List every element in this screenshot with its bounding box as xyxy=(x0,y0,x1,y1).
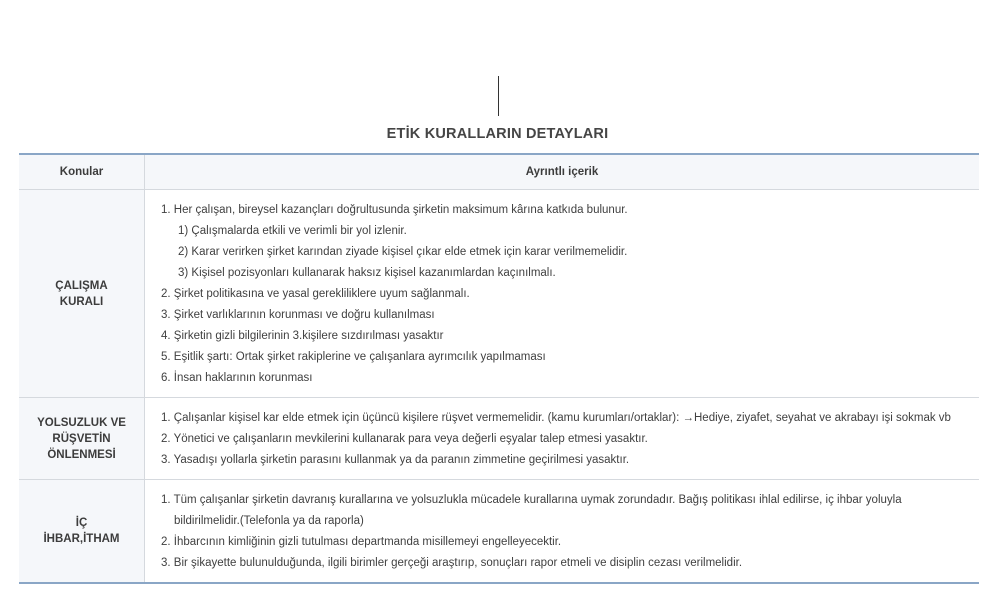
rule-item: 4. Şirketin gizli bilgilerinin 3.kişilere sızdırılması yasaktır xyxy=(161,330,444,342)
topic-label-line: İHBAR,İTHAM xyxy=(43,533,120,545)
topic-cell xyxy=(19,190,145,398)
rule-item: 5. Eşitlik şartı: Ortak şirket rakiplerine ve çalışanlara ayrımcılık yapılmaması xyxy=(161,351,546,363)
rule-subitem: 2) Karar verirken şirket karından ziyade kişisel çıkar elde etmek için karar verilmemelidir. xyxy=(178,246,628,258)
topic-label-line: ÇALIŞMA xyxy=(55,279,108,292)
detail-cell xyxy=(145,190,980,398)
rule-item-continuation: bildirilmelidir.(Telefonla ya da raporla) xyxy=(174,515,364,527)
topic-cell xyxy=(19,480,145,584)
table-row-anti-corruption xyxy=(19,398,979,480)
column-header-topics: Konular xyxy=(19,154,145,190)
rule-subitem: 1) Çalışmalarda etkili ve verimli bir yol izlenir. xyxy=(178,225,407,237)
topic-label-line: İÇ xyxy=(75,517,88,529)
rule-subitem: 3) Kişisel pozisyonları kullanarak haksız kişisel kazanımlardan kaçınılmalı. xyxy=(178,267,556,279)
detail-cell xyxy=(145,480,980,584)
table-row-work-rules xyxy=(19,190,979,398)
rule-item: 6. İnsan haklarının korunması xyxy=(161,372,313,384)
topic-label-line: RÜŞVETİN xyxy=(52,432,111,445)
section-title: ETİK KURALLARIN DETAYLARI xyxy=(386,126,609,142)
table-header-row xyxy=(19,154,979,190)
rule-item: 1. Çalışanlar kişisel kar elde etmek için üçüncü kişilere rüşvet vermemelidir. (kamu kurumları/ortaklar): →Hediye, ziyafet, seyahat ve akrabayı işi sokmak vb xyxy=(161,412,951,424)
rule-item: 3. Yasadışı yollarla şirketin parasını kullanmak ya da paranın zimmetine geçirilmesi yasaktır. xyxy=(161,454,630,466)
topic-label-line: ÖNLENMESİ xyxy=(47,448,116,461)
ethics-rules-table xyxy=(19,153,979,584)
topic-cell xyxy=(19,398,145,480)
rule-item: 2. Şirket politikasına ve yasal gerekliliklere uyum sağlanmalı. xyxy=(161,288,470,300)
rule-item: 2. İhbarcının kimliğinin gizli tutulması departmanda misillemeyi engelleyecektir. xyxy=(161,536,562,548)
rule-item: 3. Şirket varlıklarının korunması ve doğru kullanılması xyxy=(161,309,435,321)
column-header-details: Ayrıntlı içerik xyxy=(145,154,980,190)
detail-cell xyxy=(145,398,980,480)
topic-label-line: KURALI xyxy=(59,295,104,308)
table-row-whistleblowing xyxy=(19,480,979,584)
rule-item: 1. Her çalışan, bireysel kazançları doğrultusunda şirketin maksimum kârına katkıda bulunur. xyxy=(161,204,628,216)
rule-item: 1. Tüm çalışanlar şirketin davranış kurallarına ve yolsuzlukla mücadele kurallarına uymak zorundadır. Bağış politikası ihlal edilirse, iç ihbar yoluyla xyxy=(161,494,902,506)
vertical-divider-line xyxy=(498,76,499,116)
rule-item: 3. Bir şikayette bulunulduğunda, ilgili birimler gerçeği araştırıp, sonuçları rapor etmeli ve disiplin cezası verilmelidir. xyxy=(161,557,743,569)
rule-item: 2. Yönetici ve çalışanların mevkilerini kullanarak para veya değerli eşyalar talep etmesi yasaktır. xyxy=(161,433,648,445)
topic-label-line: YOLSUZLUK VE xyxy=(37,416,126,429)
